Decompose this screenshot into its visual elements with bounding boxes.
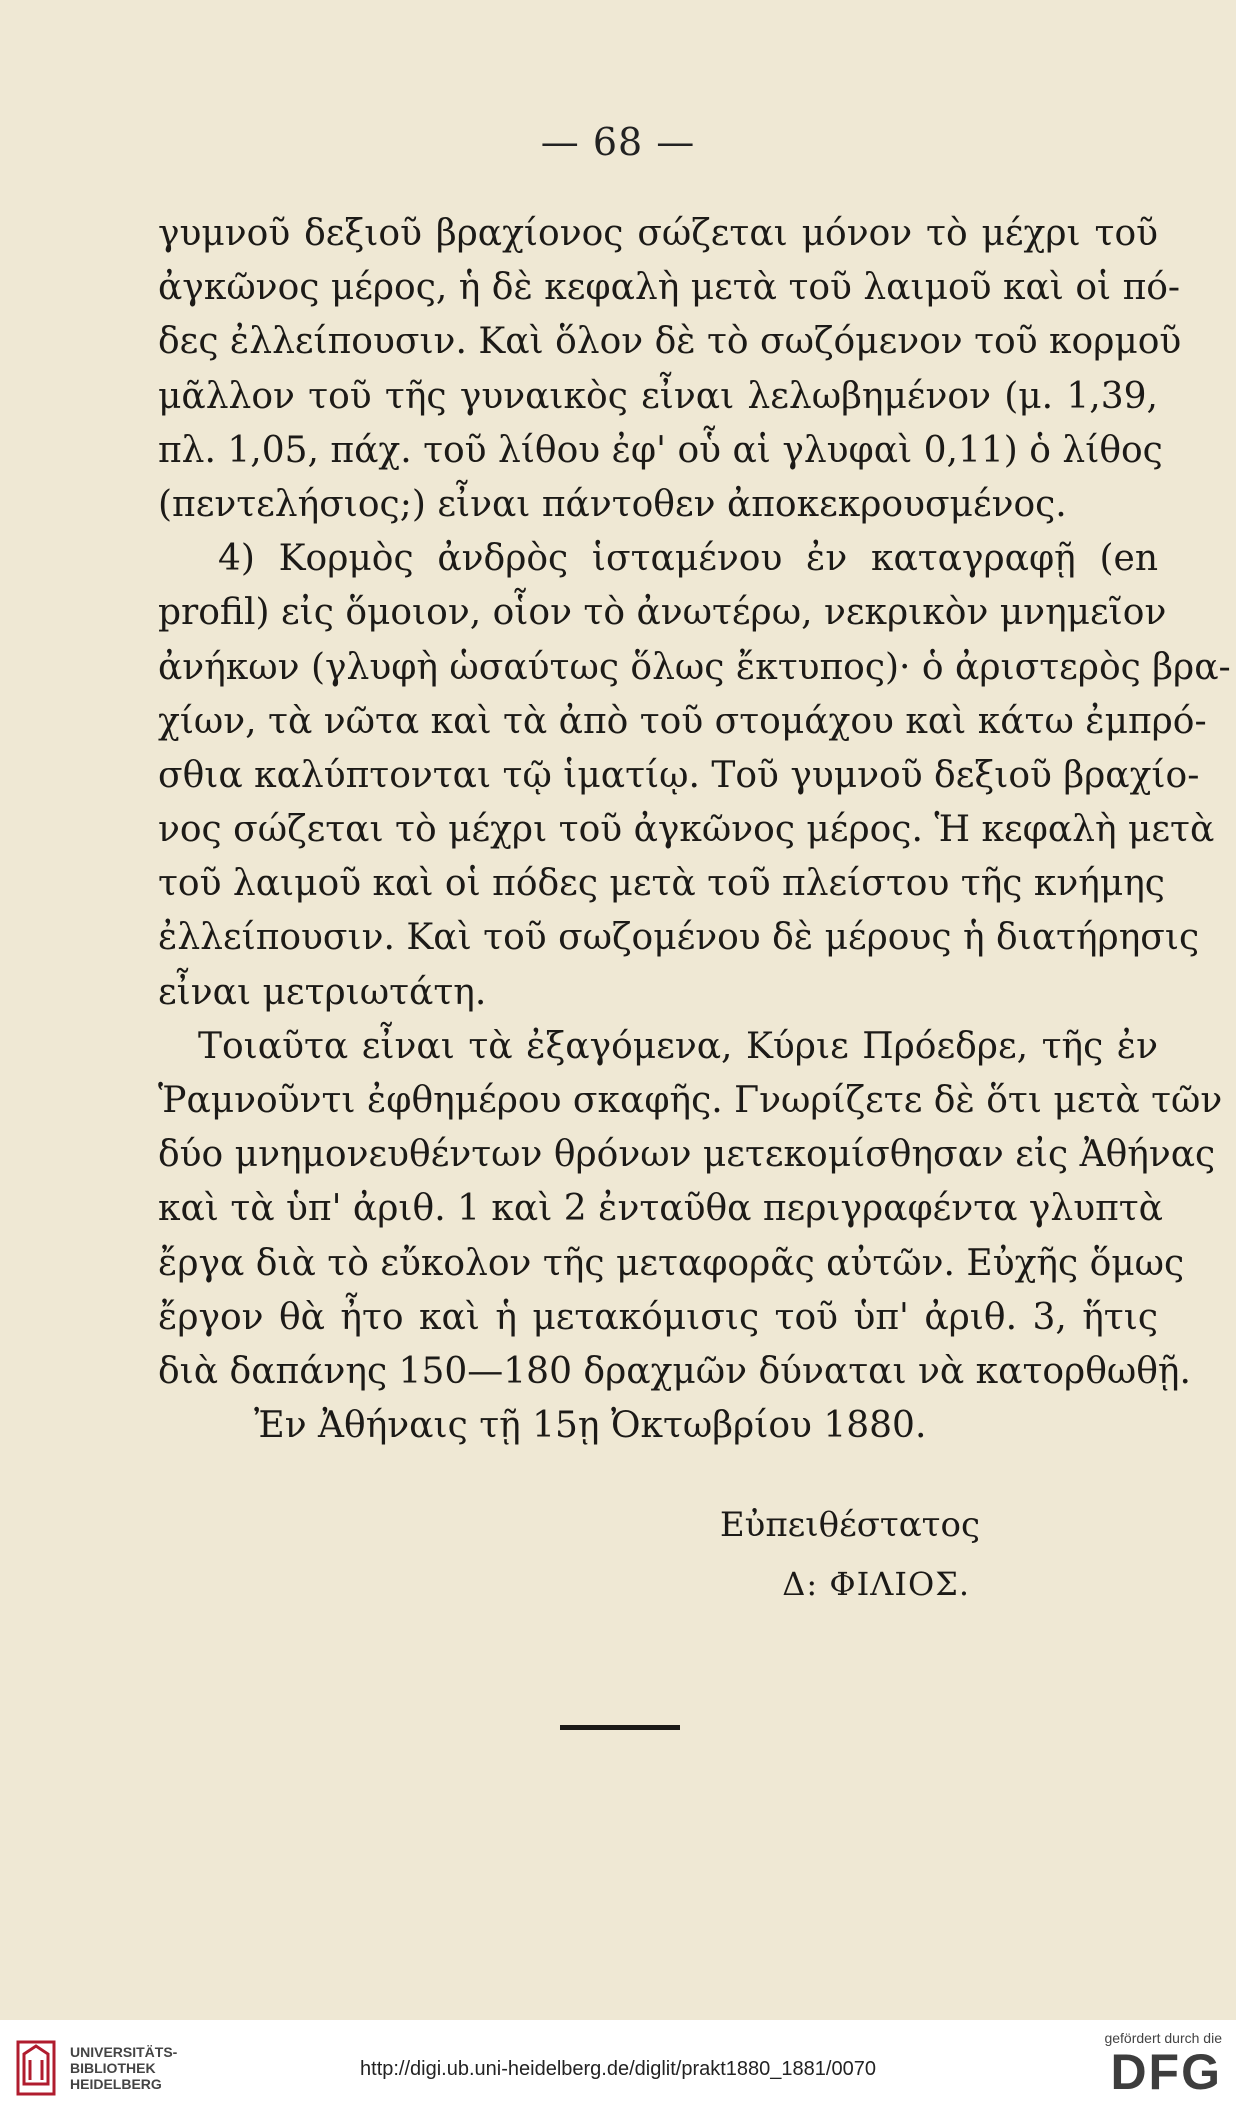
text-line: Ῥαμνοῦντι ἐφθημέρου σκαφῆς. Γνωρίζετε δὲ ὅτι μετὰ τῶν: [158, 1080, 1223, 1121]
text-line: σθια καλύπτονται τῷ ἱματίῳ. Τοῦ γυμνοῦ δεξιοῦ βραχίο-: [158, 754, 1200, 796]
dfg-credit[interactable]: [1052, 2030, 1222, 2098]
text-line: γυμνοῦ δεξιοῦ βραχίονος σώζεται μόνον τὸ μέχρι τοῦ: [158, 213, 1158, 254]
text-line: νος σώζεται τὸ μέχρι τοῦ ἀγκῶνος μέρος. Ἡ κεφαλὴ μετὰ: [158, 809, 1215, 851]
text-line: ἐλλείπουσιν. Καὶ τοῦ σωζομένου δὲ μέρους ἡ διατήρησις: [158, 917, 1200, 959]
library-name-line: BIBLIOTHEK: [70, 2060, 156, 2076]
page-number: — 68 —: [540, 120, 696, 164]
signature: Δ: ΦΙΛΙΟΣ.: [782, 1565, 970, 1603]
text-line: τοῦ λαιμοῦ καὶ οἱ πόδες μετὰ τοῦ πλείστου τῆς κνήμης: [158, 863, 1165, 905]
closing-salutation: Εὐπειθέστατος: [719, 1505, 980, 1545]
text-line: καὶ τὰ ὑπ' ἀριθ. 1 καὶ 2 ἐνταῦθα περιγραφέντα γλυπτὰ: [158, 1188, 1163, 1230]
text-line: μᾶλλον τοῦ τῆς γυναικὸς εἶναι λελωβημένον (μ. 1,39,: [158, 375, 1158, 417]
text-line: ἔργα διὰ τὸ εὔκολον τῆς μεταφορᾶς αὐτῶν. Εὐχῆς ὅμως: [158, 1242, 1185, 1284]
dfg-logo: DFG: [1110, 2044, 1222, 2100]
text-line: ἀγκῶνος μέρος, ἡ δὲ κεφαλὴ μετὰ τοῦ λαιμοῦ καὶ οἱ πό-: [158, 267, 1181, 309]
closing-rule: [560, 1725, 680, 1730]
text-line: ἀνήκων (γλυφὴ ὡσαύτως ὅλως ἔκτυπος)· ὁ ἀριστερὸς βρα-: [158, 646, 1231, 688]
text-line: δύο μνημονευθέντων θρόνων μετεκομίσθησαν εἰς Ἀθήνας: [158, 1134, 1216, 1176]
text-line: Τοιαῦτα εἶναι τὰ ἐξαγόμενα, Κύριε Πρόεδρε, τῆς ἐν: [198, 1025, 1158, 1067]
body-text: [158, 207, 1231, 1399]
text-line: εἶναι μετριωτάτη.: [158, 971, 487, 1013]
text-line: χίων, τὰ νῶτα καὶ τὰ ἀπὸ τοῦ στομάχου καὶ κάτω ἐμπρό-: [158, 700, 1207, 742]
library-name-line: UNIVERSITÄTS-: [70, 2044, 178, 2060]
text-line: διὰ δαπάνης 150—180 δραχμῶν δύναται νὰ κατορθωθῇ.: [158, 1350, 1191, 1392]
permalink[interactable]: http://digi.ub.uni-heidelberg.de/diglit/prakt1880_1881/0070: [360, 2058, 876, 2080]
text-line: δες ἐλλείπουσιν. Καὶ ὅλον δὲ τὸ σωζόμενον τοῦ κορμοῦ: [158, 321, 1182, 363]
text-line: profil) εἰς ὅμοιον, οἷον τὸ ἀνωτέρω, νεκρικὸν μνημεῖον: [158, 592, 1167, 634]
text-line: ἔργον θὰ ἦτο καὶ ἡ μετακόμισις τοῦ ὑπ' ἀριθ. 3, ἥτις: [158, 1296, 1158, 1338]
text-line: 4) Κορμὸς ἀνδρὸς ἱσταμένου ἐν καταγραφῇ (en: [218, 538, 1158, 580]
text-line: πλ. 1,05, πάχ. τοῦ λίθου ἐφ' οὗ αἱ γλυφαὶ 0,11) ὁ λίθος: [158, 429, 1163, 471]
dateline: Ἐν Ἀθήναις τῇ 15ῃ Ὀκτωβρίου 1880.: [254, 1405, 927, 1446]
library-name-line: HEIDELBERG: [70, 2076, 162, 2092]
text-line: (πεντελήσιος;) εἶναι πάντοθεν ἀποκεκρουσμένος.: [158, 483, 1067, 525]
viewer-footer: [0, 2020, 1236, 2118]
dfg-note: gefördert durch die: [1104, 2030, 1222, 2046]
